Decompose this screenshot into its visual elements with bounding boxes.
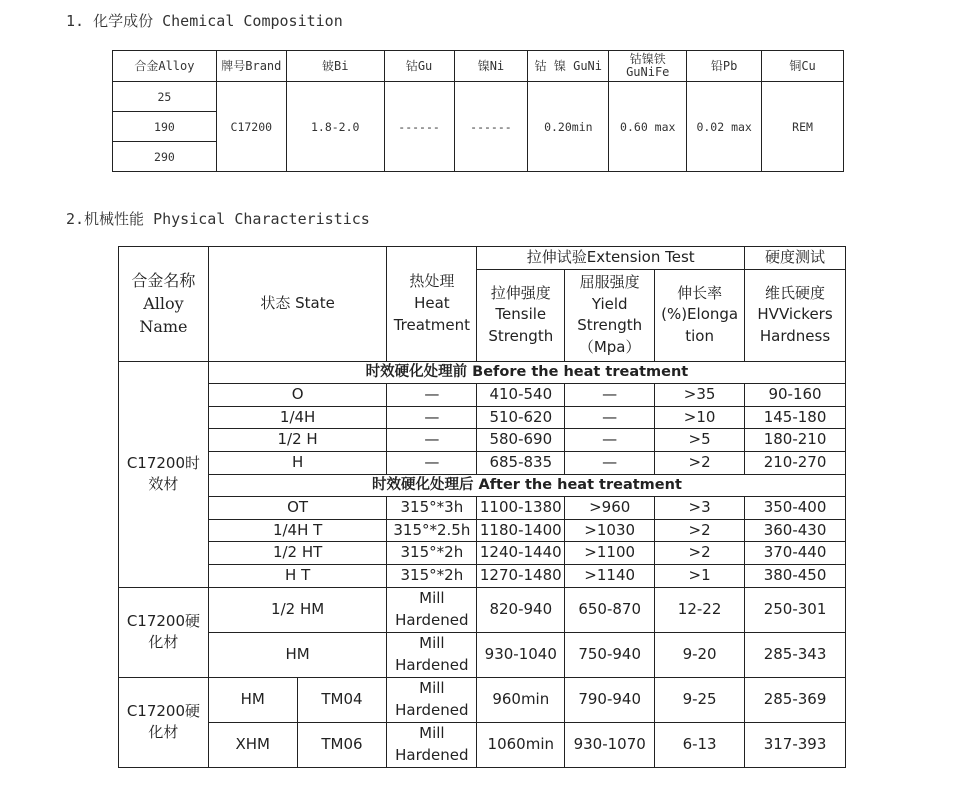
yield-cell: >1030: [565, 519, 655, 542]
heat-cell: —: [387, 452, 477, 475]
state-cell: O: [208, 383, 387, 406]
header-yield: 屈服强度 Yield Strength （Mpa）: [565, 269, 655, 361]
elongation-cell: >2: [655, 452, 745, 475]
hardness-cell: 285-369: [745, 677, 846, 722]
state-cell: 1/4H: [208, 406, 387, 429]
bi-cell: 1.8-2.0: [286, 82, 384, 172]
tensile-cell: 1240-1440: [477, 542, 565, 565]
state-cell: HM: [208, 632, 387, 677]
tensile-cell: 1100-1380: [477, 496, 565, 519]
table-row: [119, 542, 846, 565]
table-row: [113, 82, 844, 112]
heat-cell: Mill Hardened: [387, 587, 477, 632]
elongation-cell: >1: [655, 565, 745, 588]
section-1-title: 1. 化学成份 Chemical Composition: [66, 12, 343, 30]
yield-cell: —: [565, 383, 655, 406]
state-cell: H T: [208, 565, 387, 588]
chemical-composition-table: [112, 50, 844, 172]
elongation-cell: 6-13: [655, 722, 745, 767]
state-cell: HM: [208, 677, 297, 722]
header-bi: 铍Bi: [286, 51, 384, 82]
elongation-cell: >3: [655, 496, 745, 519]
heat-cell: —: [387, 406, 477, 429]
tensile-cell: 960min: [477, 677, 565, 722]
header-alloy-name: 合金名称 Alloy Name: [119, 247, 209, 362]
state-cell: XHM: [208, 722, 297, 767]
yield-cell: >1140: [565, 565, 655, 588]
table-row: [119, 383, 846, 406]
header-state: 状态 State: [208, 247, 387, 362]
tensile-cell: 410-540: [477, 383, 565, 406]
header-gunife: 钴镍铁 GuNiFe: [609, 51, 687, 82]
yield-cell: >1100: [565, 542, 655, 565]
heat-cell: Mill Hardened: [387, 632, 477, 677]
tensile-cell: 580-690: [477, 429, 565, 452]
tensile-cell: 510-620: [477, 406, 565, 429]
header-hardness-test: 硬度测试: [745, 247, 846, 270]
elongation-cell: >10: [655, 406, 745, 429]
table-row: [119, 677, 846, 722]
pb-cell: 0.02 max: [687, 82, 762, 172]
temper-cell: TM06: [297, 722, 387, 767]
yield-cell: —: [565, 452, 655, 475]
temper-cell: TM04: [297, 677, 387, 722]
elongation-cell: 9-25: [655, 677, 745, 722]
elongation-cell: >35: [655, 383, 745, 406]
header-brand: 牌号Brand: [216, 51, 286, 82]
mill-alloy-cell: C17200硬 化材: [119, 587, 209, 677]
elongation-cell: 12-22: [655, 587, 745, 632]
hardness-cell: 360-430: [745, 519, 846, 542]
tensile-cell: 1180-1400: [477, 519, 565, 542]
aged-alloy-cell: C17200时 效材: [119, 361, 209, 587]
hardness-cell: 317-393: [745, 722, 846, 767]
heat-cell: 315°*2h: [387, 542, 477, 565]
hardness-cell: 210-270: [745, 452, 846, 475]
yield-cell: 930-1070: [565, 722, 655, 767]
tensile-cell: 1270-1480: [477, 565, 565, 588]
state-cell: 1/2 HM: [208, 587, 387, 632]
hardness-cell: 285-343: [745, 632, 846, 677]
heat-cell: 315°*2.5h: [387, 519, 477, 542]
hardness-cell: 380-450: [745, 565, 846, 588]
yield-cell: 750-940: [565, 632, 655, 677]
hardness-cell: 250-301: [745, 587, 846, 632]
tensile-cell: 1060min: [477, 722, 565, 767]
gunife-cell: 0.60 max: [609, 82, 687, 172]
header-pb: 铅Pb: [687, 51, 762, 82]
guni-cell: 0.20min: [528, 82, 609, 172]
after-heat-treatment-label: 时效硬化处理后 After the heat treatment: [208, 474, 845, 496]
elongation-cell: >5: [655, 429, 745, 452]
table-row: [119, 632, 846, 677]
state-cell: H: [208, 452, 387, 475]
yield-cell: 650-870: [565, 587, 655, 632]
table-row: [119, 429, 846, 452]
header-vickers: 维氏硬度 HVVickers Hardness: [745, 269, 846, 361]
cu-cell: REM: [762, 82, 844, 172]
table-row: [119, 587, 846, 632]
ni-cell: ------: [454, 82, 528, 172]
elongation-cell: 9-20: [655, 632, 745, 677]
heat-cell: —: [387, 429, 477, 452]
header-ni: 镍Ni: [454, 51, 528, 82]
state-cell: 1/4H T: [208, 519, 387, 542]
alloy-cell: 190: [113, 112, 217, 142]
tensile-cell: 930-1040: [477, 632, 565, 677]
state-cell: 1/2 HT: [208, 542, 387, 565]
header-gu: 钴Gu: [384, 51, 454, 82]
yield-cell: —: [565, 429, 655, 452]
yield-cell: —: [565, 406, 655, 429]
table-row: [119, 496, 846, 519]
heat-cell: 315°*3h: [387, 496, 477, 519]
table-row: [119, 452, 846, 475]
hardness-cell: 350-400: [745, 496, 846, 519]
header-extension-test: 拉伸试验Extension Test: [477, 247, 745, 270]
mechanical-properties-table: [118, 246, 846, 768]
before-heat-treatment-label: 时效硬化处理前 Before the heat treatment: [208, 361, 845, 383]
gu-cell: ------: [384, 82, 454, 172]
heat-cell: 315°*2h: [387, 565, 477, 588]
header-tensile: 拉伸强度 Tensile Strength: [477, 269, 565, 361]
hardness-cell: 90-160: [745, 383, 846, 406]
header-elongation: 伸长率 (%)Elonga tion: [655, 269, 745, 361]
hardness-cell: 370-440: [745, 542, 846, 565]
header-alloy: 合金Alloy: [113, 51, 217, 82]
hardness-cell: 180-210: [745, 429, 846, 452]
header-guni: 钴 镍 GuNi: [528, 51, 609, 82]
table-header-row: [113, 51, 844, 82]
section-row-after: [119, 474, 846, 496]
elongation-cell: >2: [655, 542, 745, 565]
hardness-cell: 145-180: [745, 406, 846, 429]
section-row-before: [119, 361, 846, 383]
alloy-cell: 25: [113, 82, 217, 112]
section-2-title: 2.机械性能 Physical Characteristics: [66, 210, 370, 228]
yield-cell: >960: [565, 496, 655, 519]
tensile-cell: 685-835: [477, 452, 565, 475]
table-row: [119, 406, 846, 429]
header-heat-treatment: 热处理 Heat Treatment: [387, 247, 477, 362]
state-cell: OT: [208, 496, 387, 519]
state-cell: 1/2 H: [208, 429, 387, 452]
heat-cell: Mill Hardened: [387, 677, 477, 722]
table-row: [119, 722, 846, 767]
heat-cell: —: [387, 383, 477, 406]
brand-cell: C17200: [216, 82, 286, 172]
table-header-row: [119, 247, 846, 270]
mill-alloy-cell-2: C17200硬 化材: [119, 677, 209, 767]
table-row: [119, 565, 846, 588]
table-row: [119, 519, 846, 542]
alloy-cell: 290: [113, 142, 217, 172]
elongation-cell: >2: [655, 519, 745, 542]
yield-cell: 790-940: [565, 677, 655, 722]
heat-cell: Mill Hardened: [387, 722, 477, 767]
header-cu: 铜Cu: [762, 51, 844, 82]
tensile-cell: 820-940: [477, 587, 565, 632]
